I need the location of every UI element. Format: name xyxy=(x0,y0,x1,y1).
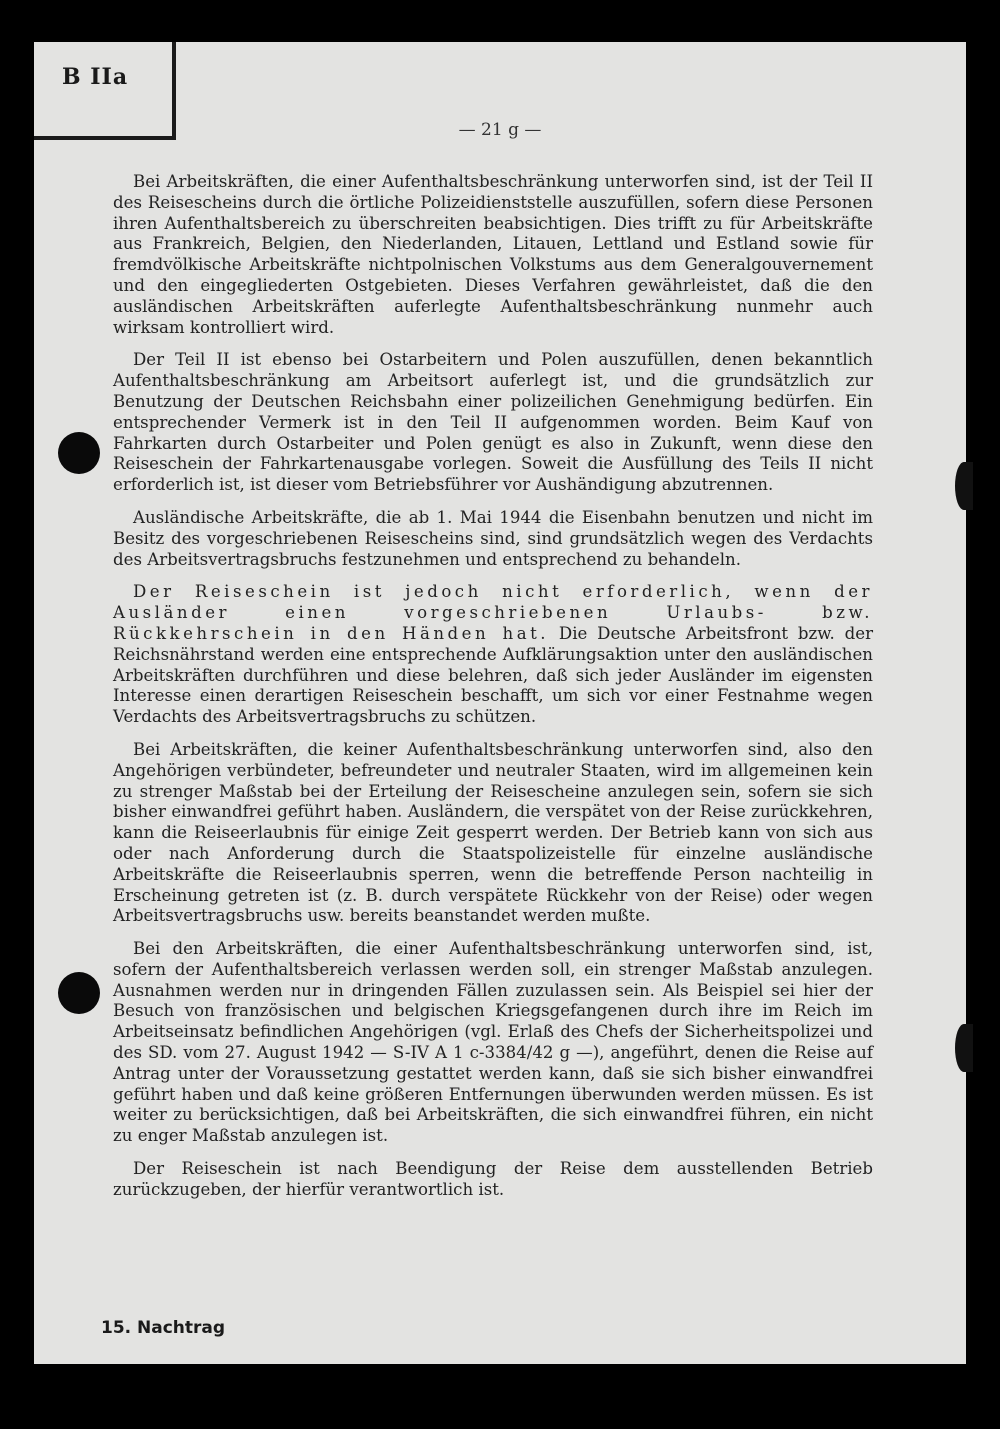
edge-mark-bottom xyxy=(955,1024,973,1072)
punch-hole-top xyxy=(58,432,100,474)
paragraph xyxy=(113,582,873,728)
paragraph: Der Teil II ist ebenso bei Ostarbeitern und Polen auszufüllen, denen bekanntlich Aufenthaltsbeschränkung am Arbeitsort auferlegt ist, und die grundsätzlich zur Benutzung der Deutschen Reichsbahn einer polizeilichen Genehmigung bedürfen. Ein entsprechender Vermerk ist in den Teil II aufgenommen worden. Beim Kauf von Fahrkarten durch Ostarbeiter und Polen genügt es also in Zukunft, wenn diese den Reiseschein der Fahrkartenausgabe vorlegen. Soweit die Ausfüllung des Teils II nicht erforderlich ist, ist dieser vom Betriebsführer vor Aushändigung abzutrennen. xyxy=(113,350,873,495)
paragraph: Ausländische Arbeitskräfte, die ab 1. Mai 1944 die Eisenbahn benutzen und nicht im Besitz des vorgeschriebenen Reisescheins sind, sind grundsätzlich wegen des Verdachts des Arbeitsvertragsbruchs festzunehmen und entsprechend zu behandeln. xyxy=(113,507,873,569)
paragraph: Bei den Arbeitskräften, die einer Aufenthaltsbeschränkung unterworfen sind, ist, sofern der Aufenthaltsbereich verlassen werden soll, ein strenger Maßstab anzulegen. Ausnahmen werden nur in dringenden Fällen zuzulassen sein. Als Beispiel sei hier der Besuch von französischen und belgischen Kriegsgefangenen durch ihre im Reich im Arbeitseinsatz befindlichen Angehörigen (vgl. Erlaß des Chefs der Sicherheitspolizei und des SD. vom 27. August 1942 — S-IV A 1 c-3384/42 g —), angeführt, denen die Reise auf Antrag unter der Voraussetzung gestattet werden kann, daß sie sich bisher einwandfrei geführt haben und daß keine größeren Entfernungen überwunden werden müssen. Es ist weiter zu berücksichtigen, daß bei Arbeitskräften, die sich einwandfrei führen, ein nicht zu enger Maßstab anzulegen ist. xyxy=(113,939,873,1146)
document-body xyxy=(113,172,873,1213)
paragraph: Der Reiseschein ist nach Beendigung der Reise dem ausstellenden Betrieb zurückzugeben, der hierfür verantwortlich ist. xyxy=(113,1159,873,1199)
emphasized-text: Der Reiseschein ist jedoch nicht erforderlich, wenn der Ausländer einen vorgeschriebenen Urlaubs- bzw. Rückkehrschein in den Händen hat. xyxy=(113,582,873,643)
edge-mark-top xyxy=(955,462,973,510)
page-number: — 21 g — xyxy=(458,120,542,140)
paragraph: Bei Arbeitskräften, die keiner Aufenthaltsbeschränkung unterworfen sind, also den Angehörigen verbündeter, befreundeter und neutraler Staaten, wird im allgemeinen kein zu strenger Maßstab bei der Erteilung der Reisescheine anzulegen sein, sofern sie sich bisher einwandfrei geführt haben. Ausländern, die verspätet von der Reise zurückkehren, kann die Reiseerlaubnis für einige Zeit gesperrt werden. Der Betrieb kann von sich aus oder nach Anforderung durch die Staatspolizeistelle für einzelne ausländische Arbeitskräfte die Reiseerlaubnis sperren, wenn die betreffende Person nachteilig in Erscheinung getreten ist (z. B. durch verspätete Rückkehr von der Reise) oder wegen Arbeitsvertragsbruchs usw. bereits beanstandet werden mußte. xyxy=(113,739,873,926)
supplement-label: 15. Nachtrag xyxy=(101,1318,226,1338)
paragraph-text: Die Deutsche Arbeitsfront bzw. der Reichsnährstand werden eine entsprechende Aufklärungsaktion unter den ausländischen Arbeitskräften durchführen und diese belehren, daß sich jeder Ausländer im eigensten Interesse einen derartigen Reiseschein beschafft, um sich vor einer Festnahme wegen Verdachts des Arbeitsvertragsbruchs zu schützen. xyxy=(113,623,874,727)
paragraph: Bei Arbeitskräften, die einer Aufenthaltsbeschränkung unterworfen sind, ist der Teil II des Reisescheins durch die örtliche Polizeidienststelle auszufüllen, sofern diese Personen ihren Aufenthaltsbereich zu überschreiten beabsichtigen. Dies trifft zu für Arbeitskräfte aus Frankreich, Belgien, den Niederlanden, Litauen, Lettland und Estland sowie für fremdvölkische Arbeitskräfte nichtpolnischen Volkstums aus dem Generalgouvernement und den eingegliederten Ostgebieten. Dieses Verfahren gewährleistet, daß die den ausländischen Arbeitskräften auferlegte Aufenthaltsbeschränkung nunmehr auch wirksam kontrolliert wird. xyxy=(113,172,873,337)
section-label: B IIa xyxy=(62,64,129,90)
document-page xyxy=(34,42,966,1364)
punch-hole-bottom xyxy=(58,972,100,1014)
